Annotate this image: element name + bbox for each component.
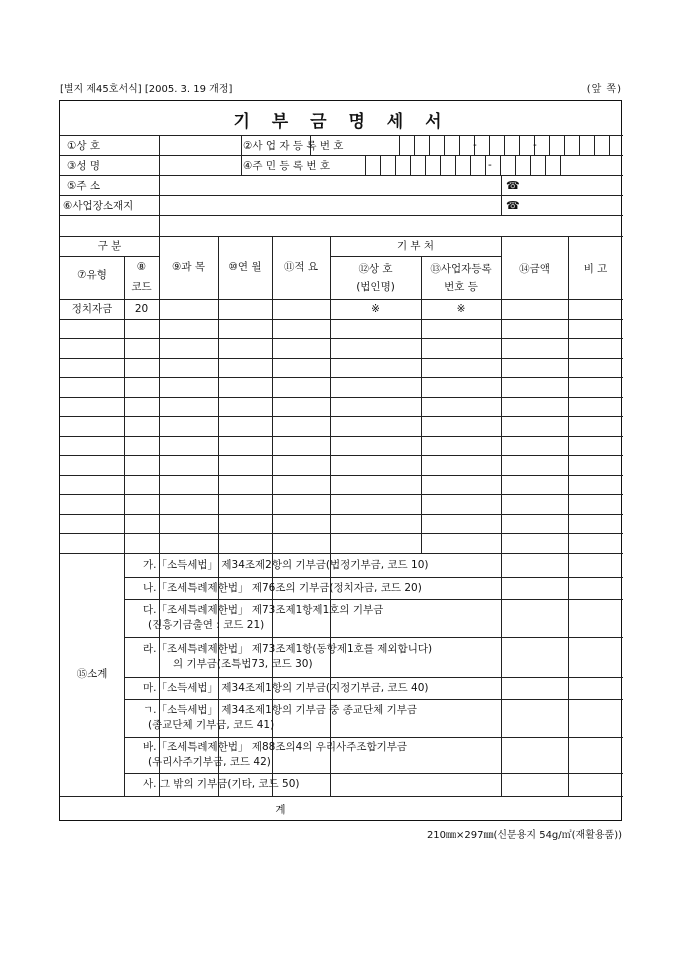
info-row-divider [60,215,623,216]
column-donee-number: ⑬사업자등록 [430,263,492,275]
form-number: [별지 제45호서식] [2005. 3. 19 개정] [60,84,233,95]
subtotal-item-text: 다.「조세특례제한법」 제73조제1항제1호의 기부금 [143,604,384,616]
data-row-divider [60,494,623,495]
column-note: 비 고 [583,263,608,275]
subtotal-item-text: 가.「소득세법」 제34조제2항의 기부금(법정기부금, 코드 10) [143,558,429,571]
digit-box [395,155,396,175]
grid-line [365,155,366,175]
digit-box [429,135,430,155]
data-row-divider [60,533,623,534]
subtotal-item-text: 라.「조세특례제한법」 제73조제1항(동항제1호를 제외합니다) [143,643,433,655]
subtotal-item-text: ㄱ.「소득세법」 제34조제1항의 기부금 중 종교단체 기부금 [143,704,418,716]
subtotal-item-text: (종교단체 기부금, 코드 41) [148,719,275,731]
grid-line [241,155,242,175]
donation-statement-form [59,100,622,821]
subtotal-item-divider [124,773,623,774]
digit-box [504,135,505,155]
company-label: ①상 호 [67,140,101,152]
reference-mark: ※ [456,303,466,315]
header-subdivider [60,256,159,257]
data-row-divider [60,416,623,417]
subtotal-item-text: 의 기부금(조특법73, 코드 30) [173,658,313,670]
column-donee: 기 부 처 [396,240,435,252]
digit-box [594,135,595,155]
column-month: ⑩연 월 [228,261,262,273]
subtotal-item-divider [124,599,623,600]
digit-box [470,155,471,175]
subtotal-item-text: (우리사주기부금, 코드 42) [148,756,271,768]
column-code-number: ⑧ [136,261,147,273]
phone-icon: ☎ [506,199,520,212]
business-number-dash: - [533,139,537,151]
info-row-divider [60,195,623,196]
digit-box [579,135,580,155]
digit-box [549,135,550,155]
column-subject: ⑨과 목 [171,261,206,273]
digit-box [455,155,456,175]
info-row-divider [60,155,623,156]
digit-box [530,155,531,175]
grid-line [399,135,400,155]
digit-box [410,155,411,175]
column-donee-name-sub: (법인명) [356,281,395,293]
digit-box [489,135,490,155]
form-header [60,80,622,95]
total-divider [60,796,623,797]
business-number-label: ②사 업 자 등 록 번 호 [243,140,344,152]
grid-line [241,135,242,155]
header-subdivider [330,256,501,257]
subtotal-label: ⑮소계 [76,668,108,680]
title-divider [60,135,623,136]
info-label-divider [159,135,160,236]
digit-box [444,135,445,155]
column-divider [568,236,569,796]
digit-box [564,135,565,155]
column-amount: ⑭금액 [519,263,550,275]
data-row-divider [60,475,623,476]
subtotal-item-text: 바.「조세특례제한법」 제88조의4의 우리사주조합기부금 [143,741,408,753]
column-category: 구 분 [97,240,122,252]
workplace-label: ⑥사업장소재지 [63,200,134,212]
data-row-divider [60,553,623,554]
digit-box [425,155,426,175]
column-donee-number-sub: 번호 등 [444,281,478,293]
subtotal-item-divider [124,699,623,700]
political-fund-code: 20 [134,303,149,315]
page-side: (앞 쪽) [586,84,622,95]
data-row-divider [60,455,623,456]
subtotal-item-divider [124,577,623,578]
data-row-divider [60,436,623,437]
subtotal-item-text: 사. 그 밖의 기부금(기타, 코드 50) [143,778,300,790]
column-type: ⑦유형 [77,269,107,281]
form-title: 기 부 금 명 세 서 [233,112,450,132]
digit-box [609,135,610,155]
column-divider [501,236,502,796]
resident-number-label: ④주 민 등 록 번 호 [243,160,330,172]
column-summary: ⑪적 요 [283,261,319,273]
phone-icon: ☎ [506,179,520,192]
grid-line [124,256,125,553]
info-row-divider [60,175,623,176]
subtotal-label-divider [124,553,125,796]
column-donee-name: ⑫상 호 [358,263,393,275]
total-label: 계 [275,804,286,816]
digit-box [500,155,501,175]
data-row-divider [60,338,623,339]
digit-box [560,155,561,175]
digit-box [380,155,381,175]
subtotal-item-text: 마.「소득세법」 제34조제1항의 기부금(지정기부금, 코드 40) [143,681,429,694]
digit-box [515,155,516,175]
business-number-dash: - [473,139,477,151]
subtotal-item-divider [124,637,623,638]
digit-box [440,155,441,175]
subtotal-item-divider [124,677,623,678]
political-fund-type: 정치자금 [71,303,113,315]
data-row-divider [60,377,623,378]
address-label: ⑤주 소 [67,180,101,192]
data-row-divider [60,319,623,320]
reference-mark: ※ [371,303,380,315]
digit-box [545,155,546,175]
subtotal-item-text: (진흥기금출연 : 코드 21) [148,619,265,631]
digit-box [414,135,415,155]
resident-number-dash: - [488,159,492,171]
info-row-divider [60,236,623,237]
subtotal-item-divider [124,737,623,738]
digit-box [485,155,486,175]
column-divider [421,256,422,553]
header-bottom [60,299,623,300]
digit-box [519,135,520,155]
data-row-divider [60,397,623,398]
name-label: ③성 명 [67,160,101,172]
data-row-divider [60,358,623,359]
column-code: 코드 [131,281,152,293]
data-row-divider [60,514,623,515]
digit-box [459,135,460,155]
paper-spec: 210㎜×297㎜(신문용지 54g/㎡(재활용품)) [426,830,622,841]
phone-divider [501,175,502,215]
subtotal-item-text: 나.「조세특례제한법」 제76조의 기부금(정치자금, 코드 20) [143,581,422,594]
